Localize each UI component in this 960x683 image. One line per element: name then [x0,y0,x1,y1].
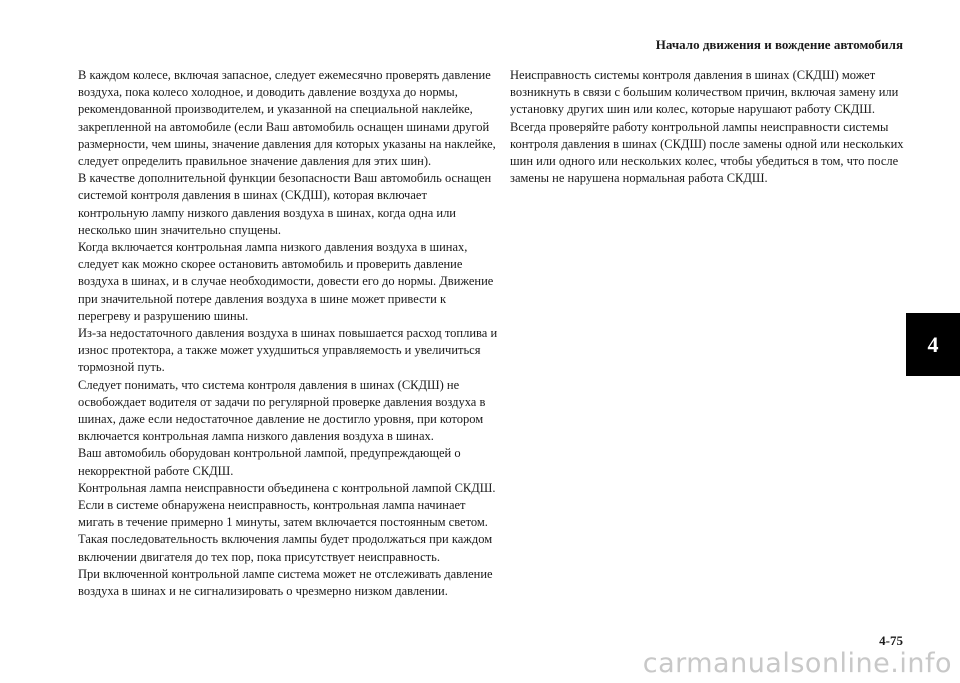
paragraph: Если в системе обнаружена неисправность, контрольная лампа начинает мигать в течение примерно 1 минуты, затем включается постоянным светом. Такая последовательность включения лампы будет продолжаться при каждом включении двигателя до тех пор, пока присутствует неисправность. [78,498,493,564]
paragraph: Когда включается контрольная лампа низкого давления воздуха в шинах, следует как можно скорее остановить автомобиль и проверить давление воздуха в шинах, и в случае необходимости, довести его до нормы. Движение при значительной потере давления воздуха в шине может привести к перегреву и разрушению шины. [78,240,494,323]
paragraph: Неисправность системы контроля давления в шинах (СКДШ) может возникнуть в связи с большим количеством причин, включая замену или установку других шин или колес, которые нарушают работу СКДШ. Всегда проверяйте работу контрольной лампы неисправности системы контроля давления в шинах (СКДШ) после замены одной или нескольких шин или одного или нескольких колес, чтобы убедиться в том, что после замены не нарушена нормальная работа СКДШ. [510,68,904,186]
paragraph: Из-за недостаточного давления воздуха в шинах повышается расход топлива и износ протектора, а также может ухудшиться управляемость и увеличиться тормозной путь. [78,326,498,375]
left-column [78,67,498,600]
paragraph: Контрольная лампа неисправности объединена с контрольной лампой СКДШ. [78,480,496,495]
watermark: carmanualsonline.info [642,648,952,679]
header-title: Начало движения и вождение автомобиля [655,37,903,52]
paragraph: В качестве дополнительной функции безопасности Ваш автомобиль оснащен системой контроля давления в шинах (СКДШ), которая включает контрольную лампу низкого давления воздуха в шинах, когда одна или несколько шин значительно спущены. [78,171,492,237]
paragraph: Следует понимать, что система контроля давления в шинах (СКДШ) не освобождает водителя от задачи по регулярной проверке давления воздуха в шинах, даже если недостаточное давление не достигло уровня, при котором включается контрольная лампа низкого давления воздуха в шинах. [78,377,486,444]
paragraph: Ваш автомобиль оборудован контрольной лампой, предупреждающей о некорректной работе СКДШ. [78,446,461,478]
paragraph: В каждом колесе, включая запасное, следует ежемесячно проверять давление воздуха, пока колесо холодное, и доводить давление воздуха до нормы, рекомендованной производителем, и указанной на специальной наклейке, закрепленной на автомобиле (если Ваш автомобиль оснащен шинами другой размерности, чем шины, значение давления для которых указаны на наклейке, следует определить правильное значение давления для этих шин). [78,68,496,169]
chapter-tab [906,313,960,376]
page-number: 4-75 [879,633,903,648]
paragraph: При включенной контрольной лампе система может не отслеживать давление воздуха в шинах и не сигнализировать о чрезмерно низком давлении. [78,566,493,599]
chapter-number: 4 [927,331,939,357]
right-column [510,67,910,187]
